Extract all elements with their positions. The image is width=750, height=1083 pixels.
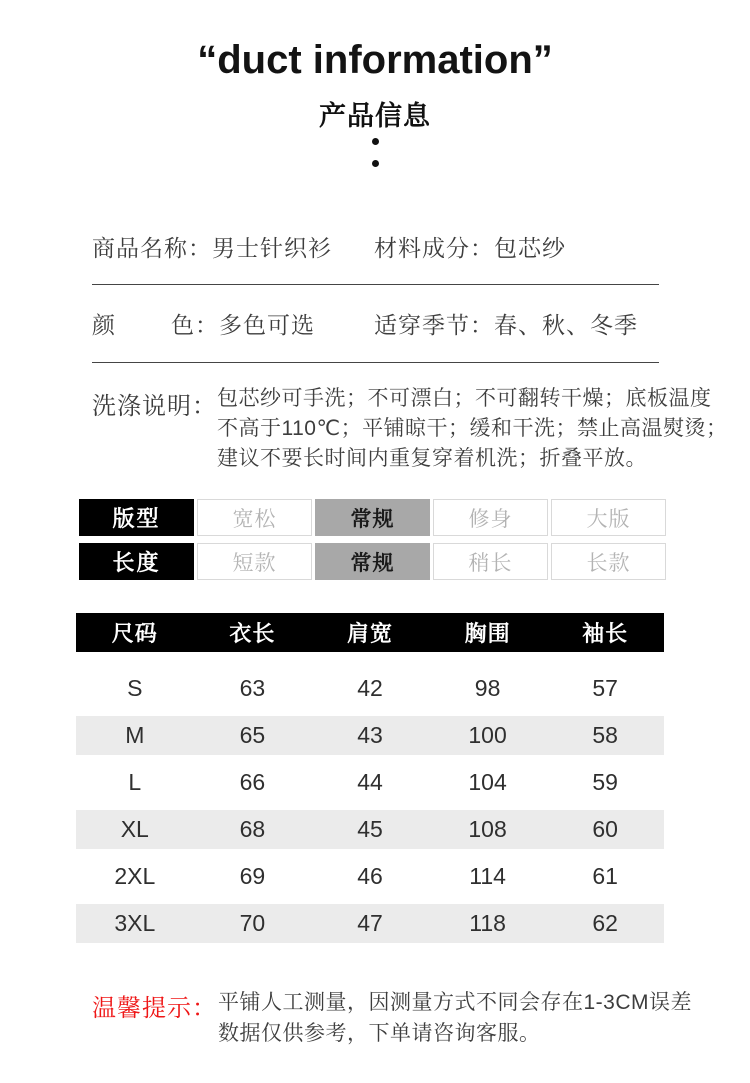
fit-row-label: 版型: [79, 499, 194, 536]
size-table: [76, 613, 664, 947]
size-table-row: [76, 665, 664, 712]
length-option-longer[interactable]: 稍长: [433, 543, 548, 580]
size-table-cell: 57: [592, 675, 618, 701]
size-table-cell: S: [127, 675, 143, 701]
size-table-cell: 62: [592, 910, 618, 936]
fit-option-loose[interactable]: 宽松: [197, 499, 312, 536]
size-table-cell: XL: [120, 816, 149, 842]
size-table-row: [76, 759, 664, 806]
length-row-label: 长度: [79, 543, 194, 580]
color-field-label: 颜色: [92, 312, 195, 338]
size-table-cell: 114: [469, 863, 506, 889]
size-table-cell: 108: [468, 816, 507, 842]
size-table-cell: 65: [239, 722, 266, 748]
size-table-cell: 60: [592, 816, 618, 842]
divider-line: [92, 284, 659, 285]
length-option-long[interactable]: 长款: [551, 543, 666, 580]
washing-line: 建议不要长时间内重复穿着机洗；折叠平放。: [217, 447, 647, 470]
size-table-cell: 98: [474, 675, 501, 701]
size-table-header-cell: 衣长: [229, 621, 276, 646]
fit-option-row: [79, 499, 666, 536]
size-table-cell: 3XL: [114, 910, 156, 936]
size-table-cell: 104: [468, 769, 507, 795]
page-title-chinese: 产品信息: [319, 101, 431, 131]
divider-line: [92, 362, 659, 363]
length-option-row: [79, 543, 666, 580]
fit-option-regular-selected[interactable]: 常规: [315, 499, 430, 536]
color-field: [92, 307, 315, 340]
size-table-cell: 118: [469, 910, 506, 936]
size-table-cell: 59: [592, 769, 618, 795]
size-table-header-cell: 尺码: [111, 621, 158, 646]
washing-instructions-text: [217, 384, 728, 474]
size-table-body: [76, 665, 664, 947]
size-table-cell: 45: [357, 816, 383, 842]
size-table-cell: 70: [239, 910, 266, 936]
size-table-cell: 47: [357, 910, 383, 936]
size-table-cell: 58: [592, 722, 618, 748]
notice-line: 平铺人工测量，因测量方式不同会存在1-3CM误差: [218, 991, 693, 1014]
size-table-cell: 69: [239, 863, 266, 889]
option-chips-section: [79, 499, 666, 587]
washing-instructions-label: 洗涤说明：: [92, 393, 217, 420]
size-table-cell: 100: [468, 722, 507, 748]
season-field: 适穿季节：春、秋、冬季: [374, 312, 638, 338]
washing-line: 不高于110℃；平铺晾干；缓和干洗；禁止高温熨烫；: [217, 417, 728, 440]
size-table-cell: 68: [239, 816, 266, 842]
washing-line: 包芯纱可手洗；不可漂白；不可翻转干燥；底板温度: [217, 387, 712, 410]
size-table-cell: 63: [239, 675, 266, 701]
size-table-cell: 43: [357, 722, 383, 748]
size-table-cell: M: [125, 722, 145, 748]
length-option-short[interactable]: 短款: [197, 543, 312, 580]
page-title-english: “duct information”: [197, 38, 553, 82]
size-table-cell: L: [128, 769, 142, 795]
size-table-header: [76, 613, 664, 652]
size-table-header-cell: 胸围: [464, 621, 511, 646]
size-table-cell: 2XL: [114, 863, 156, 889]
fit-option-slim[interactable]: 修身: [433, 499, 548, 536]
color-field-value: ：多色可选: [195, 312, 315, 338]
size-table-row: [76, 853, 664, 900]
size-table-cell: 44: [357, 769, 383, 795]
product-name-field: 商品名称：男士针织衫: [92, 235, 332, 261]
length-option-regular-selected[interactable]: 常规: [315, 543, 430, 580]
size-table-header-cell: 袖长: [582, 621, 629, 646]
size-table-cell: 46: [357, 863, 383, 889]
dot-icon: [372, 138, 379, 145]
size-table-cell: 61: [592, 863, 618, 889]
notice-text: [218, 987, 692, 1049]
size-table-cell: 42: [357, 675, 383, 701]
notice-label: 温馨提示：: [92, 995, 217, 1022]
size-table-header-cell: 肩宽: [346, 621, 393, 646]
size-table-row: [76, 712, 664, 759]
dot-icon: [372, 160, 379, 167]
material-field: 材料成分：包芯纱: [374, 235, 566, 261]
notice-line: 数据仅供参考，下单请咨询客服。: [218, 1022, 541, 1045]
fit-option-large[interactable]: 大版: [551, 499, 666, 536]
size-table-cell: 66: [239, 769, 266, 795]
size-table-row: [76, 900, 664, 947]
size-table-row: [76, 806, 664, 853]
